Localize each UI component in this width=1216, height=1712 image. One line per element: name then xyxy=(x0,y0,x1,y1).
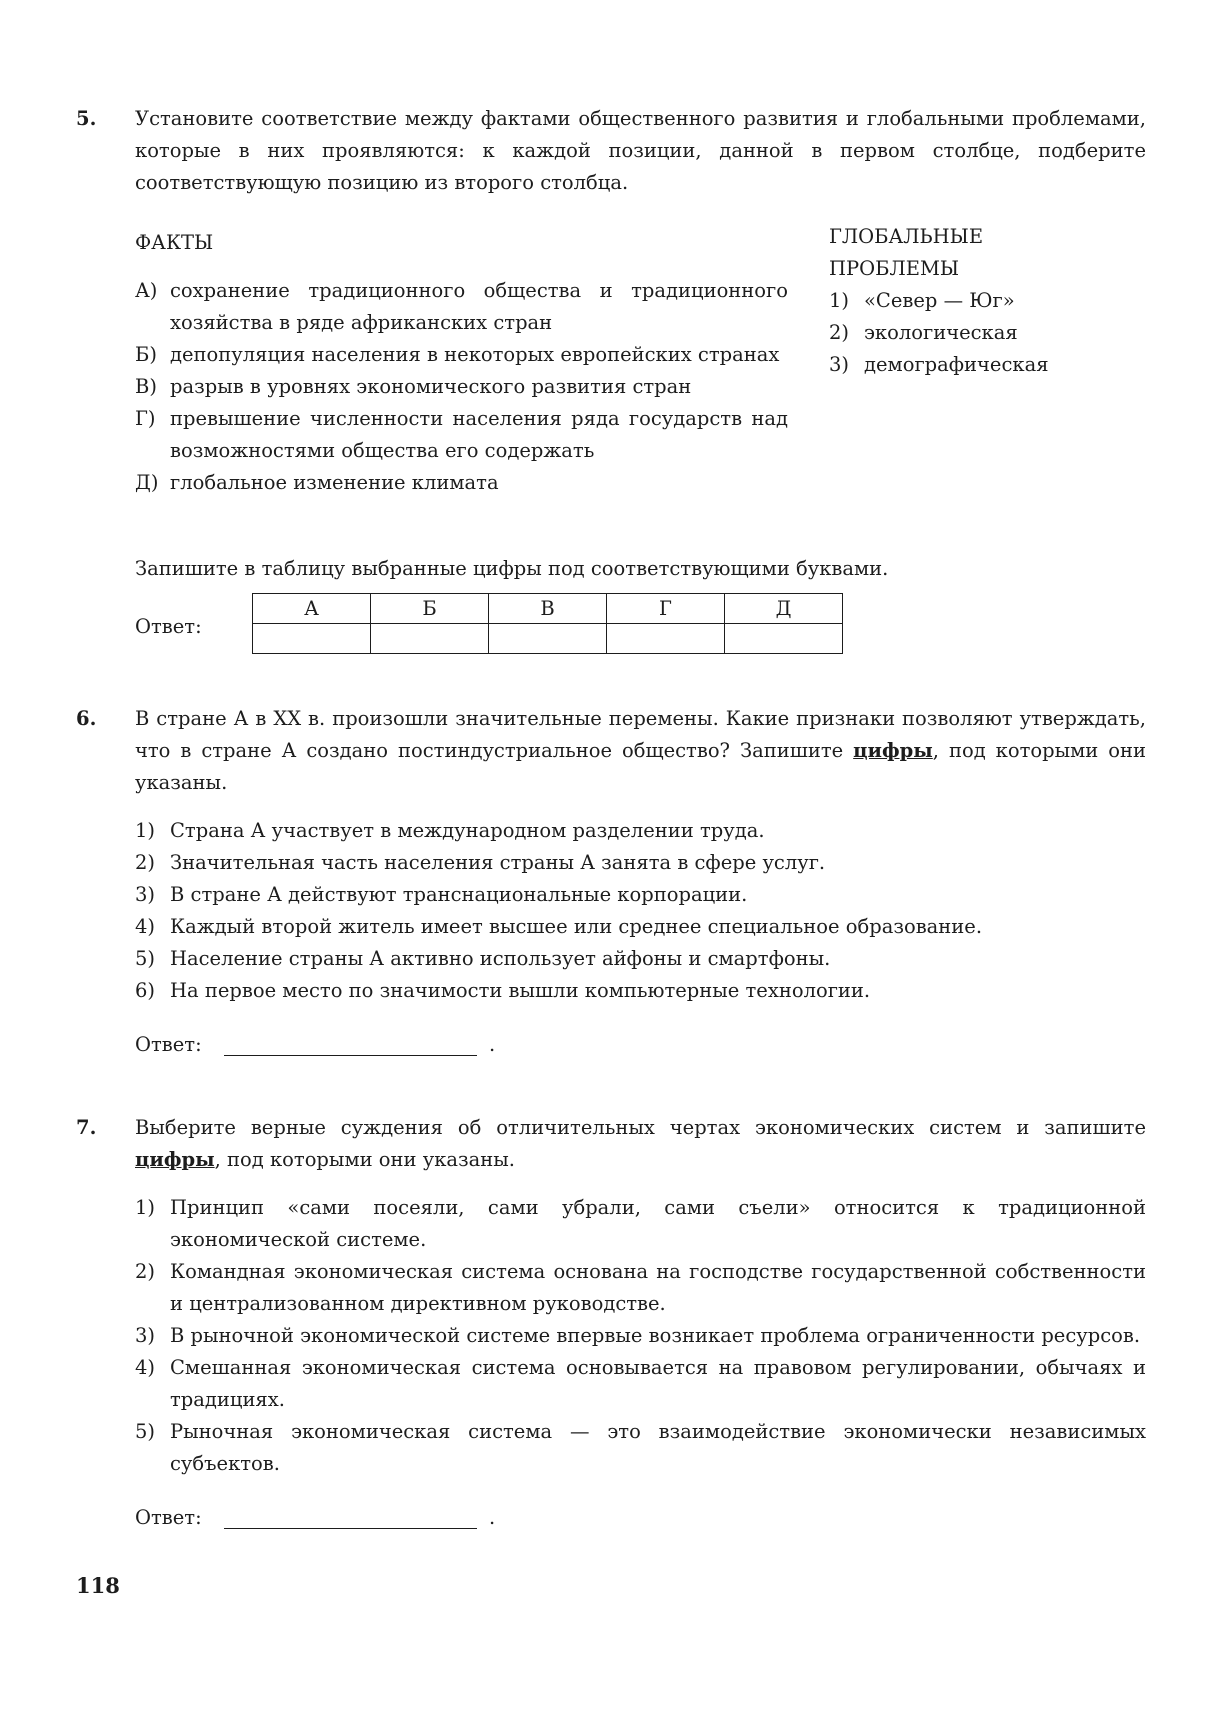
option-marker: 6) xyxy=(135,979,156,1002)
problem-marker: 2) xyxy=(829,321,850,344)
option-text: Командная экономическая система основана на господстве государственной собственности и централизованном директивном руководстве. xyxy=(170,1260,1146,1315)
option-text: В стране А действуют транснациональные корпорации. xyxy=(170,883,748,906)
fact-text: глобальное изменение климата xyxy=(170,471,499,494)
option-marker: 3) xyxy=(135,883,156,906)
prompt-text: Выберите верные суждения об отличительных чертах экономических систем и запишите xyxy=(135,1116,1146,1139)
task-5 xyxy=(76,103,1146,657)
prompt-text-end: , под которыми они указаны. xyxy=(135,739,1146,794)
answer-cell-g[interactable] xyxy=(607,624,725,654)
option-marker: 4) xyxy=(135,915,156,938)
prompt-text-end: , под которыми они указаны. xyxy=(214,1148,515,1171)
problem-item xyxy=(829,285,1189,317)
matching-columns xyxy=(135,221,1146,531)
prompt-keyword: цифры xyxy=(135,1148,215,1171)
answer-table xyxy=(252,593,843,654)
prompt-text: В стране А в XX в. произошли значительные перемены. Какие признаки позволяют утверждать, что в стране А создано постиндустриальное общество? Запишите xyxy=(135,707,1146,762)
problems-column xyxy=(829,221,1189,381)
answer-cell-v[interactable] xyxy=(489,624,607,654)
fact-text: разрыв в уровнях экономического развития стран xyxy=(170,375,692,398)
fact-item xyxy=(135,339,788,371)
option-marker: 5) xyxy=(135,947,156,970)
problems-heading-line1: ГЛОБАЛЬНЫЕ xyxy=(829,225,984,248)
option-marker: 1) xyxy=(135,819,156,842)
problem-text: «Север — Юг» xyxy=(864,289,1015,312)
problem-text: демографическая xyxy=(864,353,1049,376)
option-marker: 3) xyxy=(135,1324,156,1347)
option-text: Смешанная экономическая система основывается на правовом регулировании, обычаях и традициях. xyxy=(170,1356,1146,1411)
answer-blank[interactable] xyxy=(224,1528,477,1529)
option-marker: 4) xyxy=(135,1356,156,1379)
task-prompt: Установите соответствие между фактами общественного развития и глобальными проблемами, которые в них проявляются: к каждой позиции, данной в первом столбце, подберите соответствующую позицию из второго столбца. xyxy=(135,107,1146,194)
answer-table-row xyxy=(135,593,1146,657)
answer-cell-a[interactable] xyxy=(253,624,371,654)
list-item xyxy=(135,943,1146,975)
task-number: 5. xyxy=(76,107,97,130)
fact-item xyxy=(135,275,788,339)
task-7 xyxy=(76,1112,1146,1534)
prompt-keyword: цифры xyxy=(853,739,933,762)
answer-table-header: Б xyxy=(371,594,489,624)
problems-heading-line2: ПРОБЛЕМЫ xyxy=(829,257,960,280)
page-number: 118 xyxy=(76,1573,120,1598)
fact-item xyxy=(135,403,788,467)
fact-text: превышение численности населения ряда государств над возможностями общества его содержать xyxy=(170,407,788,462)
problems-heading xyxy=(829,221,1189,285)
answer-table-header: В xyxy=(489,594,607,624)
fact-item xyxy=(135,467,788,499)
option-text: Страна А участвует в международном разделении труда. xyxy=(170,819,765,842)
answer-cell-b[interactable] xyxy=(371,624,489,654)
option-marker: 5) xyxy=(135,1420,156,1443)
answer-label: Ответ: xyxy=(135,1506,202,1529)
fact-marker: А) xyxy=(135,279,158,302)
list-item xyxy=(135,1352,1146,1416)
fact-marker: Б) xyxy=(135,343,157,366)
list-item xyxy=(135,879,1146,911)
option-text: В рыночной экономической системе впервые возникает проблема ограниченности ресурсов. xyxy=(170,1324,1141,1347)
problem-item xyxy=(829,317,1189,349)
option-marker: 2) xyxy=(135,851,156,874)
options-list xyxy=(135,815,1146,1007)
answer-table-header: А xyxy=(253,594,371,624)
list-item xyxy=(135,1320,1146,1352)
facts-heading: ФАКТЫ xyxy=(135,231,214,254)
answer-table-header: Г xyxy=(607,594,725,624)
option-text: Рыночная экономическая система — это взаимодействие экономически независимых субъектов. xyxy=(170,1420,1146,1475)
answer-line xyxy=(135,1029,1146,1061)
option-marker: 1) xyxy=(135,1196,156,1219)
option-marker: 2) xyxy=(135,1260,156,1283)
options-list xyxy=(135,1192,1146,1480)
problem-marker: 1) xyxy=(829,289,850,312)
option-text: На первое место по значимости вышли компьютерные технологии. xyxy=(170,979,871,1002)
answer-end: . xyxy=(489,1033,496,1056)
list-item xyxy=(135,847,1146,879)
fact-text: сохранение традиционного общества и традиционного хозяйства в ряде африканских стран xyxy=(170,279,788,334)
fact-marker: Д) xyxy=(135,471,159,494)
facts-column xyxy=(135,221,788,499)
list-item xyxy=(135,1192,1146,1256)
table-instruction: Запишите в таблицу выбранные цифры под соответствующими буквами. xyxy=(135,557,889,580)
task-prompt xyxy=(135,703,1146,799)
task-number: 7. xyxy=(76,1116,97,1139)
list-item xyxy=(135,975,1146,1007)
task-prompt xyxy=(135,1112,1146,1176)
problem-item xyxy=(829,349,1189,381)
list-item xyxy=(135,911,1146,943)
option-text: Принцип «сами посеяли, сами убрали, сами съели» относится к традиционной экономической системе. xyxy=(170,1196,1146,1251)
list-item xyxy=(135,1256,1146,1320)
answer-line xyxy=(135,1502,1146,1534)
answer-label: Ответ: xyxy=(135,1033,202,1056)
answer-table-header: Д xyxy=(725,594,843,624)
list-item xyxy=(135,815,1146,847)
answer-label: Ответ: xyxy=(135,615,202,638)
list-item xyxy=(135,1416,1146,1480)
fact-marker: Г) xyxy=(135,407,156,430)
task-number: 6. xyxy=(76,707,97,730)
answer-end: . xyxy=(489,1506,496,1529)
option-text: Население страны А активно использует айфоны и смартфоны. xyxy=(170,947,831,970)
problem-text: экологическая xyxy=(864,321,1018,344)
option-text: Значительная часть населения страны А занята в сфере услуг. xyxy=(170,851,826,874)
problem-marker: 3) xyxy=(829,353,850,376)
fact-item xyxy=(135,371,788,403)
fact-marker: В) xyxy=(135,375,157,398)
task-6 xyxy=(76,703,1146,1061)
fact-text: депопуляция населения в некоторых европейских странах xyxy=(170,343,780,366)
option-text: Каждый второй житель имеет высшее или среднее специальное образование. xyxy=(170,915,983,938)
answer-blank[interactable] xyxy=(224,1055,477,1056)
answer-cell-d[interactable] xyxy=(725,624,843,654)
